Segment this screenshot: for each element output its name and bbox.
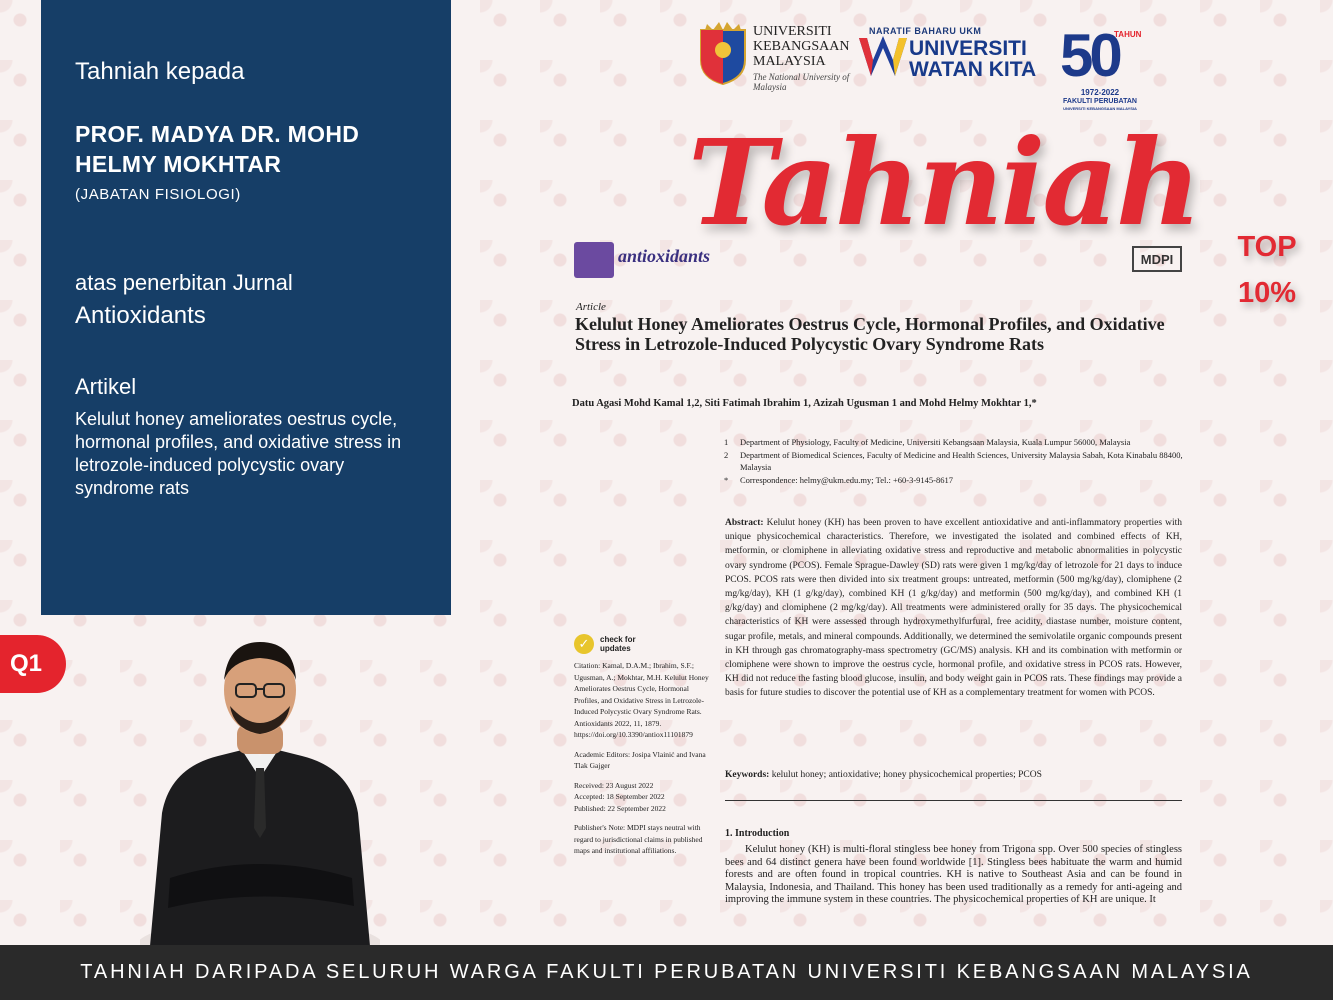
check-updates-label: check for updates <box>600 635 636 653</box>
affiliation-text: Correspondence: helmy@ukm.edu.my; Tel.: +60-3-9145-8617 <box>740 475 953 485</box>
received-date: Received: 23 August 2022 <box>574 780 654 790</box>
affiliation-marker: 2 <box>724 450 729 460</box>
fifty-faculty <box>1060 98 1140 111</box>
paper-title: Kelulut Honey Ameliorates Oestrus Cycle, Hormonal Profiles, and Oxidative Stress in Letrozole-Induced Polycystic Ovary Syndrome Rats <box>575 314 1165 354</box>
recipient-name-line1: PROF. MADYA DR. MOHD <box>75 121 360 147</box>
check-updates <box>574 634 644 654</box>
article-label: Artikel <box>75 373 137 399</box>
paper-journal-name: antioxidants <box>618 246 711 266</box>
citation: Citation: Kamal, D.A.M.; Ibrahim, S.F.; Ugusman, A.; Mokhtar, M.H. Kelulut Honey Ameliorates Oestrus Cycle, Hormonal Profiles, and Oxidative Stress in Letrozole-Induced Polycystic Ovary Syndrome Rats. Antioxidants 2022, 11, 1879. https://doi.org/10.3390/antiox11101879 <box>574 661 709 739</box>
top-10-badge <box>1222 224 1312 316</box>
ukm-line2: KEBANGSAAN <box>753 39 850 54</box>
abstract-label: Abstract: <box>725 518 764 528</box>
fifty-university-name: UNIVERSITI KEBANGSAAN MALAYSIA <box>1063 106 1137 111</box>
affiliation-row <box>724 436 1184 448</box>
uwk-line2: WATAN KITA <box>909 58 1037 81</box>
divider <box>725 800 1182 801</box>
academic-editors: Academic Editors: Josipa Vlainić and Ivana Tlak Gajger <box>574 749 706 770</box>
paper-sidebar <box>574 660 712 865</box>
abstract-text: Kelulut honey (KH) has been proven to have excellent antioxidative and anti-inflammatory properties with unique physicochemical characteristics. Therefore, we investigated the isolated and combined effects of KH, metformin, or clomiphene in alleviating oxidative stress and reproductive and metabolic abnormalities in polycystic ovary syndrome (PCOS). Female Sprague-Dawley (SD) rats were given 1 mg/kg/day of letrozole for 21 days to induce PCOS. PCOS rats were then divided into six treatment groups: untreated, metformin (500 mg/kg/day), clomiphene (2 mg/kg/day), KH (1 g/kg/day), combined KH (1 g/kg/day) and metformin (500 mg/kg/day), and combined KH (1 g/kg/day) and clomiphene (2 mg/kg/day). All treatments were administered orally for 35 days. The physicochemical characteristics of KH were assessed through hydroxymethylfurfural, free acidity, diastase number, moisture content, sugar profile, metals, and mineral compounds. Additionally, we determined the semivolatile organic compounds present in KH through gas chromatography-mass spectrometry (GC/MS) analysis. KH and its combination with metformin or clomiphene were shown to improve the oestrus cycle, hormonal profile, and oxidative stress in PCOS rats. However, KH did not reduce the fasting blood glucose, insulin, and body weight gain in PCOS rats. These findings may provide a basis for future studies to discover the potential use of KH as a complementary treatment for women with PCOS. <box>725 518 1182 699</box>
fifty-tahun: TAHUN <box>1114 30 1142 39</box>
keywords <box>725 770 1182 780</box>
publication-label: atas penerbitan Jurnal <box>75 269 293 295</box>
affiliation-marker: 1 <box>724 437 729 447</box>
paper-preview <box>572 238 1192 943</box>
congrats-panel <box>41 0 451 615</box>
affiliation-marker: * <box>724 475 729 485</box>
naratif-label: NARATIF BAHARU UKM <box>869 26 982 36</box>
keywords-text: kelulut honey; antioxidative; honey physicochemical properties; PCOS <box>771 770 1042 780</box>
ukm-tagline: The National University of Malaysia <box>753 72 850 92</box>
fifty-years-logo <box>1060 22 1142 118</box>
affiliations <box>724 436 1184 487</box>
abstract <box>725 516 1182 701</box>
top-label: TOP <box>1237 231 1297 263</box>
journal-label: Antioxidants <box>75 301 206 329</box>
keywords-label: Keywords: <box>725 770 770 780</box>
intro-heading: 1. Introduction <box>725 828 790 839</box>
q1-badge: Q1 <box>0 635 66 693</box>
article-type: Article <box>576 301 606 313</box>
fifty-number: 50 <box>1060 22 1119 89</box>
affiliation-row <box>724 449 1184 473</box>
mdpi-logo: MDPI <box>1132 246 1182 272</box>
ukm-wordmark <box>753 24 849 69</box>
tahniah-headline: Tahniah <box>688 113 1199 252</box>
affiliation-text: Department of Biomedical Sciences, Faculty of Medicine and Health Sciences, University Malaysia Sabah, Kota Kinabalu 88400, Malaysia <box>740 450 1183 472</box>
publisher-note: Publisher's Note: MDPI stays neutral with regard to jurisdictional claims in published maps and institutional affiliations. <box>574 823 703 855</box>
check-icon: ✓ <box>574 634 594 654</box>
uwk-line1: UNIVERSITI <box>909 37 1027 60</box>
published-date: Published: 22 September 2022 <box>574 803 666 813</box>
paper-authors: Datu Agasi Mohd Kamal 1,2, Siti Fatimah Ibrahim 1, Azizah Ugusman 1 and Mohd Helmy Mokhtar 1,* <box>572 398 1037 409</box>
ukm-line1: UNIVERSITI <box>753 24 832 39</box>
footer-banner: TAHNIAH DARIPADA SELURUH WARGA FAKULTI PERUBATAN UNIVERSITI KEBANGSAAN MALAYSIA <box>0 945 1333 1000</box>
top-percent: 10% <box>1237 277 1297 309</box>
journal-icon <box>574 242 614 278</box>
intro-text: Kelulut honey (KH) is multi-floral stingless bee honey from Trigona spp. Over 500 species of stingless bees and 64 distinct genera have been found worldwide [1]. Stingless bees habituate the warm and humid forests and are often found in tropical countries. KH is native to Southeast Asia and can be found in Malaysia, Indonesia, and Thailand. This honey has been used traditionally as a remedy for anti-ageing and improving the immune system in these countries. The physicochemical properties of KH are unique. It <box>725 844 1182 905</box>
fifty-years-range: 1972-2022 <box>1080 88 1120 97</box>
ukm-line3: MALAYSIA <box>753 54 826 69</box>
accepted-date: Accepted: 18 September 2022 <box>574 792 665 801</box>
article-title: Kelulut honey ameliorates oestrus cycle, hormonal profiles, and oxidative stress in letrozole-induced polycystic ovary syndrome rats <box>75 408 402 498</box>
watan-kita-w-icon <box>857 28 909 80</box>
affiliation-row <box>724 474 1184 486</box>
recipient-name-line2: HELMY MOKHTAR <box>75 150 282 177</box>
fifty-faculty-name: FAKULTI PERUBATAN <box>1063 98 1137 105</box>
recipient-photo <box>140 628 380 946</box>
department-label: (JABATAN FISIOLOGI) <box>75 185 241 203</box>
affiliation-text: Department of Physiology, Faculty of Medicine, Universiti Kebangsaan Malaysia, Kuala Lumpur 56000, Malaysia <box>740 437 1131 447</box>
congrats-label: Tahniah kepada <box>75 58 245 85</box>
ukm-crest-icon <box>697 20 749 86</box>
